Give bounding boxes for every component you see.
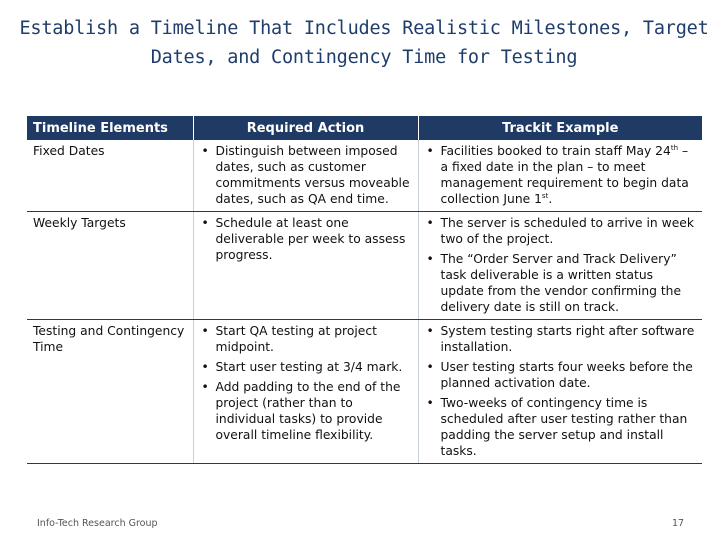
list-item: • Facilities booked to train staff May 24th – a fixed date in the plan – to meet management requirement to begin data collection June 1st. bbox=[426, 143, 689, 206]
bullet-icon: • bbox=[201, 324, 209, 338]
slide-title bbox=[0, 14, 728, 72]
bullet-icon: • bbox=[426, 396, 434, 410]
slide-title-line2: Dates, and Contingency Time for Testing bbox=[150, 47, 578, 68]
bullet-icon: • bbox=[426, 324, 434, 338]
element-cell: Weekly Targets bbox=[27, 212, 193, 320]
list-item: • Distinguish between imposed dates, such as customer commitments versus moveable dates, such as QA end time. bbox=[201, 144, 410, 206]
footer-company: Info-Tech Research Group bbox=[37, 518, 158, 529]
action-cell bbox=[193, 320, 418, 464]
list-item: • System testing starts right after software installation. bbox=[426, 324, 695, 354]
list-item: • Add padding to the end of the project (rather than to individual tasks) to provide overall timeline flexibility. bbox=[201, 380, 401, 442]
list-item: • Schedule at least one deliverable per week to assess progress. bbox=[201, 216, 406, 262]
header-required-action: Required Action bbox=[193, 116, 418, 140]
list-item: • The server is scheduled to arrive in week two of the project. bbox=[426, 216, 694, 246]
table-header-row bbox=[27, 116, 702, 140]
element-cell: Fixed Dates bbox=[27, 140, 193, 212]
example-cell bbox=[418, 140, 702, 212]
list-item: • Start QA testing at project midpoint. bbox=[201, 324, 377, 354]
table-row bbox=[27, 140, 702, 212]
table-row bbox=[27, 212, 702, 320]
bullet-icon: • bbox=[201, 380, 209, 394]
bullet-icon: • bbox=[426, 252, 434, 266]
bullet-icon: • bbox=[426, 216, 434, 230]
bullet-icon: • bbox=[201, 144, 209, 158]
bullet-icon: • bbox=[201, 360, 209, 374]
action-cell bbox=[193, 212, 418, 320]
list-item: • User testing starts four weeks before the planned activation date. bbox=[426, 360, 693, 390]
bullet-icon: • bbox=[201, 216, 209, 230]
example-cell bbox=[418, 320, 702, 464]
header-trackit-example: Trackit Example bbox=[418, 116, 702, 140]
table-row bbox=[27, 320, 702, 464]
slide-title-line1: Establish a Timeline That Includes Realistic Milestones, Target bbox=[19, 18, 709, 39]
page-number: 17 bbox=[672, 518, 685, 529]
action-cell bbox=[193, 140, 418, 212]
bullet-icon: • bbox=[426, 144, 434, 158]
list-item: • Two-weeks of contingency time is scheduled after user testing rather than padding the server setup and install tasks. bbox=[426, 396, 688, 458]
bullet-icon: • bbox=[426, 360, 434, 374]
element-cell: Testing and Contingency Time bbox=[27, 320, 193, 464]
timeline-table bbox=[27, 116, 702, 464]
example-cell bbox=[418, 212, 702, 320]
header-timeline-elements: Timeline Elements bbox=[27, 116, 193, 140]
list-item: • Start user testing at 3/4 mark. bbox=[201, 360, 403, 374]
list-item: • The “Order Server and Track Delivery” task deliverable is a written status update from the vendor confirming the delivery date is still on track. bbox=[426, 252, 682, 314]
